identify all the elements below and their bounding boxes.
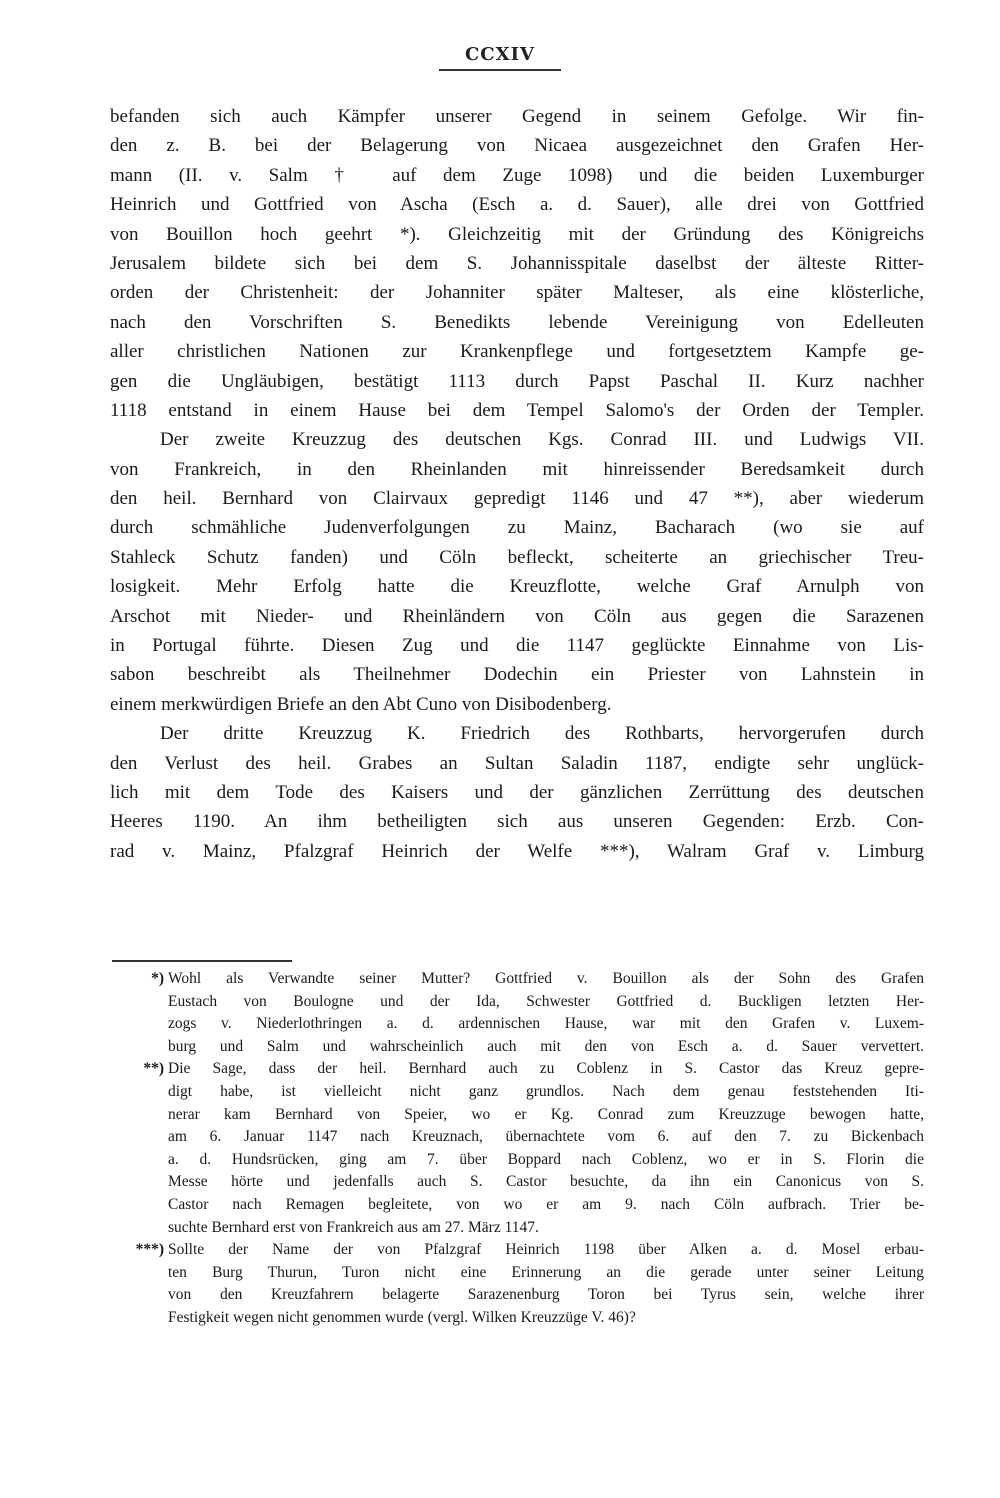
text-line: Der zweite Kreuzzug des deutschen Kgs. Conrad III. und Ludwigs VII. xyxy=(160,429,924,451)
text-line: Festigkeit wegen nicht genommen wurde (vergl. Wilken Kreuzzüge V. 46)? xyxy=(168,1308,636,1326)
text-line: rad v. Mainz, Pfalzgraf Heinrich der Welfe ***), Walram Graf v. Limburg xyxy=(110,840,924,862)
text-line: suchte Bernhard erst von Frankreich aus am 27. März 1147. xyxy=(168,1218,539,1236)
text-line: Der dritte Kreuzzug K. Friedrich des Rothbarts, hervorgerufen durch xyxy=(160,723,924,745)
footnote xyxy=(112,1058,924,1239)
footnotes xyxy=(112,968,924,1330)
text-line: befanden sich auch Kämpfer unserer Gegend in seinem Gefolge. Wir fin- xyxy=(110,106,924,127)
text-line: 1118 entstand in einem Hause bei dem Tempel Salomo's der Orden der Templer. xyxy=(110,399,924,421)
text-line: Heeres 1190. An ihm betheiligten sich aus unseren Gegenden: Erzb. Con- xyxy=(110,811,924,833)
text-line: einem merkwürdigen Briefe an den Abt Cuno von Disibodenberg. xyxy=(110,693,612,715)
main-text xyxy=(110,102,924,866)
footnote-mark: ***) xyxy=(135,1241,164,1259)
text-line: Jerusalem bildete sich bei dem S. Johannisspitale daselbst der älteste Ritter- xyxy=(110,252,924,274)
text-line: Heinrich und Gottfried von Ascha (Esch a. d. Sauer), alle drei von Gottfried xyxy=(110,194,924,216)
text-line: Castor nach Remagen begleitete, von wo er am 9. nach Cöln aufbrach. Trier be- xyxy=(168,1195,924,1213)
text-line: zogs v. Niederlothringen a. d. ardennischen Hause, war mit den Grafen v. Luxem- xyxy=(168,1015,924,1033)
text-line: Stahleck Schutz fanden) und Cöln befleckt, scheiterte an griechischer Treu- xyxy=(110,546,924,568)
text-line: losigkeit. Mehr Erfolg hatte die Kreuzflotte, welche Graf Arnulph von xyxy=(110,576,924,598)
text-line: von Bouillon hoch geehrt *). Gleichzeitig mit der Gründung des Königreichs xyxy=(110,223,924,245)
text-line: Arschot mit Nieder- und Rheinländern von Cöln aus gegen die Sarazenen xyxy=(110,605,924,627)
text-line: den z. B. bei der Belagerung von Nicaea ausgezeichnet den Grafen Her- xyxy=(110,135,924,157)
paragraph xyxy=(110,102,924,425)
text-line: gen die Ungläubigen, bestätigt 1113 durch Papst Paschal II. Kurz nachher xyxy=(110,370,924,392)
text-line: mann (II. v. Salm † auf dem Zuge 1098) und die beiden Luxemburger xyxy=(110,164,924,186)
text-line: nach den Vorschriften S. Benedikts lebende Vereinigung von Edelleuten xyxy=(110,311,924,333)
text-line: lich mit dem Tode des Kaisers und der gänzlichen Zerrüttung des deutschen xyxy=(110,781,924,803)
text-line: sabon beschreibt als Theilnehmer Dodechin ein Priester von Lahnstein in xyxy=(110,664,924,686)
page-number: CCXIV xyxy=(464,44,535,65)
text-line: Wohl als Verwandte seiner Mutter? Gottfried v. Bouillon als der Sohn des Grafen xyxy=(168,970,924,987)
text-line: den Verlust des heil. Grabes an Sultan Saladin 1187, endigte sehr unglück- xyxy=(110,752,924,774)
text-line: aller christlichen Nationen zur Krankenpflege und fortgesetztem Kampfe ge- xyxy=(110,341,924,363)
text-line: am 6. Januar 1147 nach Kreuznach, übernachtete vom 6. auf den 7. zu Bickenbach xyxy=(168,1128,924,1146)
footnote xyxy=(112,1239,924,1329)
text-line: Die Sage, dass der heil. Bernhard auch zu Coblenz in S. Castor das Kreuz gepre- xyxy=(168,1060,924,1078)
footnote-mark: **) xyxy=(143,1060,164,1078)
paragraph xyxy=(110,425,924,719)
text-line: a. d. Hundsrücken, ging am 7. über Boppard nach Coblenz, wo er in S. Florin die xyxy=(168,1150,924,1168)
text-line: durch schmähliche Judenverfolgungen zu Mainz, Bacharach (wo sie auf xyxy=(110,517,924,539)
text-line: ten Burg Thurun, Turon nicht eine Erinnerung an die gerade unter seiner Leitung xyxy=(168,1263,924,1281)
text-line: in Portugal führte. Diesen Zug und die 1147 geglückte Einnahme von Lis- xyxy=(110,635,924,657)
text-line: orden der Christenheit: der Johanniter später Malteser, als eine klösterliche, xyxy=(110,282,924,304)
footnote-mark: *) xyxy=(151,970,164,987)
text-line: digt habe, ist vielleicht nicht ganz grundlos. Nach dem genau feststehenden Iti- xyxy=(168,1082,924,1100)
text-line: Sollte der Name der von Pfalzgraf Heinrich 1198 über Alken a. d. Mosel erbau- xyxy=(168,1241,924,1259)
header-rule xyxy=(439,69,561,71)
text-line: Eustach von Boulogne und der Ida, Schwester Gottfried d. Buckligen letzten Her- xyxy=(168,992,924,1010)
footnote xyxy=(112,968,924,1058)
footnote-rule xyxy=(112,960,292,962)
text-line: von Frankreich, in den Rheinlanden mit hinreissender Beredsamkeit durch xyxy=(110,458,924,480)
text-line: nerar kam Bernhard von Speier, wo er Kg. Conrad zum Kreuzzuge bewogen hatte, xyxy=(168,1105,924,1123)
text-line: burg und Salm und wahrscheinlich auch mit den von Esch a. d. Sauer vervettert. xyxy=(168,1037,924,1055)
text-line: den heil. Bernhard von Clairvaux gepredigt 1146 und 47 **), aber wiederum xyxy=(110,488,924,510)
text-line: von den Kreuzfahrern belagerte Sarazenenburg Toron bei Tyrus sein, welche ihrer xyxy=(168,1286,924,1304)
page-header xyxy=(0,44,1000,71)
text-line: Messe hörte und jedenfalls auch S. Castor besuchte, da ihn ein Canonicus von S. xyxy=(168,1173,924,1191)
paragraph xyxy=(110,719,924,866)
